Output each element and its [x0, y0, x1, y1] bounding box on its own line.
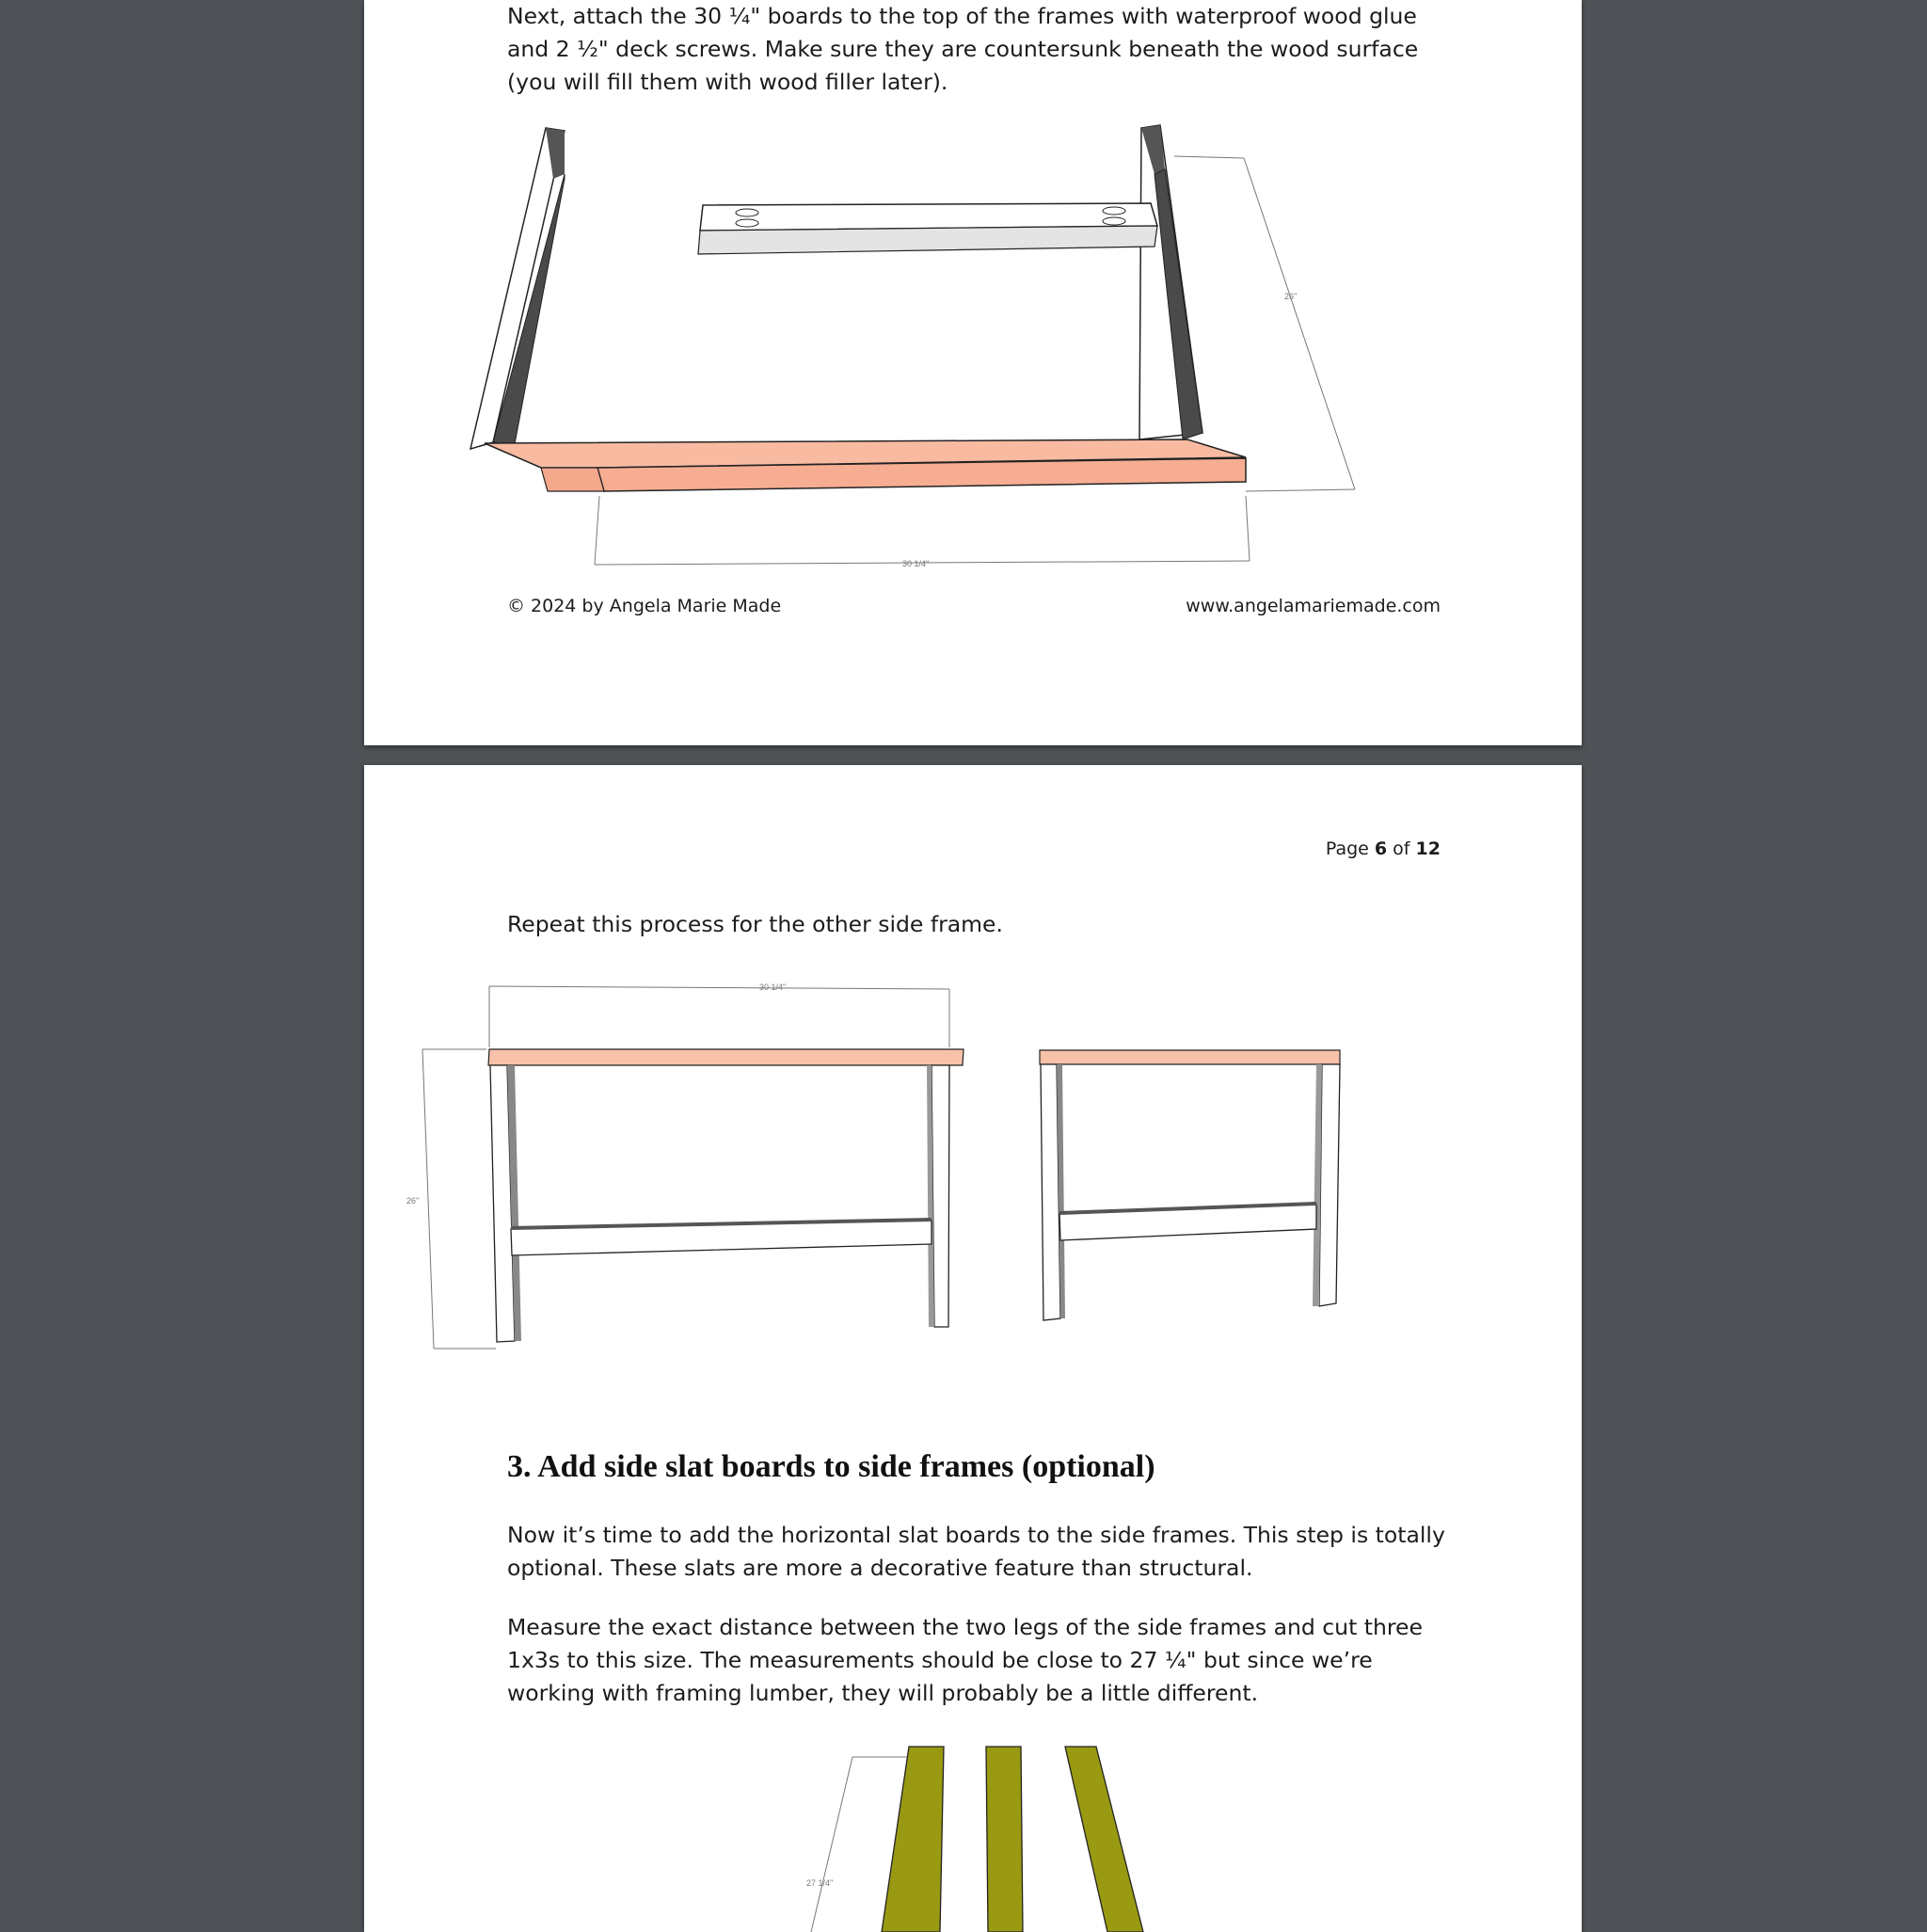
website-link[interactable]: www.angelamariemade.com [1186, 596, 1441, 616]
frame-top-view-diagram [364, 0, 1582, 745]
section-heading: 3. Add side slat boards to side frames (optional) [507, 1449, 1155, 1484]
page-number-total: 12 [1415, 838, 1441, 859]
copyright-text: © 2024 by Angela Marie Made [507, 596, 782, 616]
width-dimension-label: 30 1/4" [902, 559, 930, 568]
instruction-paragraph: Next, attach the 30 ¼" boards to the top of the frames with waterproof wood glue and 2 ½" deck screws. Make sure they are countersunk beneath the wood surface (you will fill them with wood filler later). [507, 3, 1419, 95]
document-page-6 [364, 765, 1582, 1932]
slat-intro-paragraph: Now it’s time to add the horizontal slat boards to the side frames. This step is totally optional. These slats are more a decorative feature than structural. [507, 1522, 1445, 1581]
repeat-instruction: Repeat this process for the other side frame. [507, 911, 1003, 937]
measurement-paragraph: Measure the exact distance between the two legs of the side frames and cut three 1x3s to this size. The measurements should be close to 27 ¼" but since we’re working with framing lumber, they will probably be a little different. [507, 1614, 1423, 1706]
document-page-5 [364, 0, 1582, 745]
slat-length-label: 27 1/4" [806, 1878, 834, 1888]
page-number-separator: of [1387, 838, 1416, 859]
frame-height-label: 26" [406, 1196, 420, 1206]
depth-dimension-label: 26" [1284, 292, 1298, 301]
page-number-current: 6 [1374, 838, 1388, 859]
frame-width-label: 30 1/4" [759, 982, 787, 992]
slat-boards-diagram [364, 765, 1582, 1932]
page-number-prefix: Page [1325, 838, 1375, 859]
